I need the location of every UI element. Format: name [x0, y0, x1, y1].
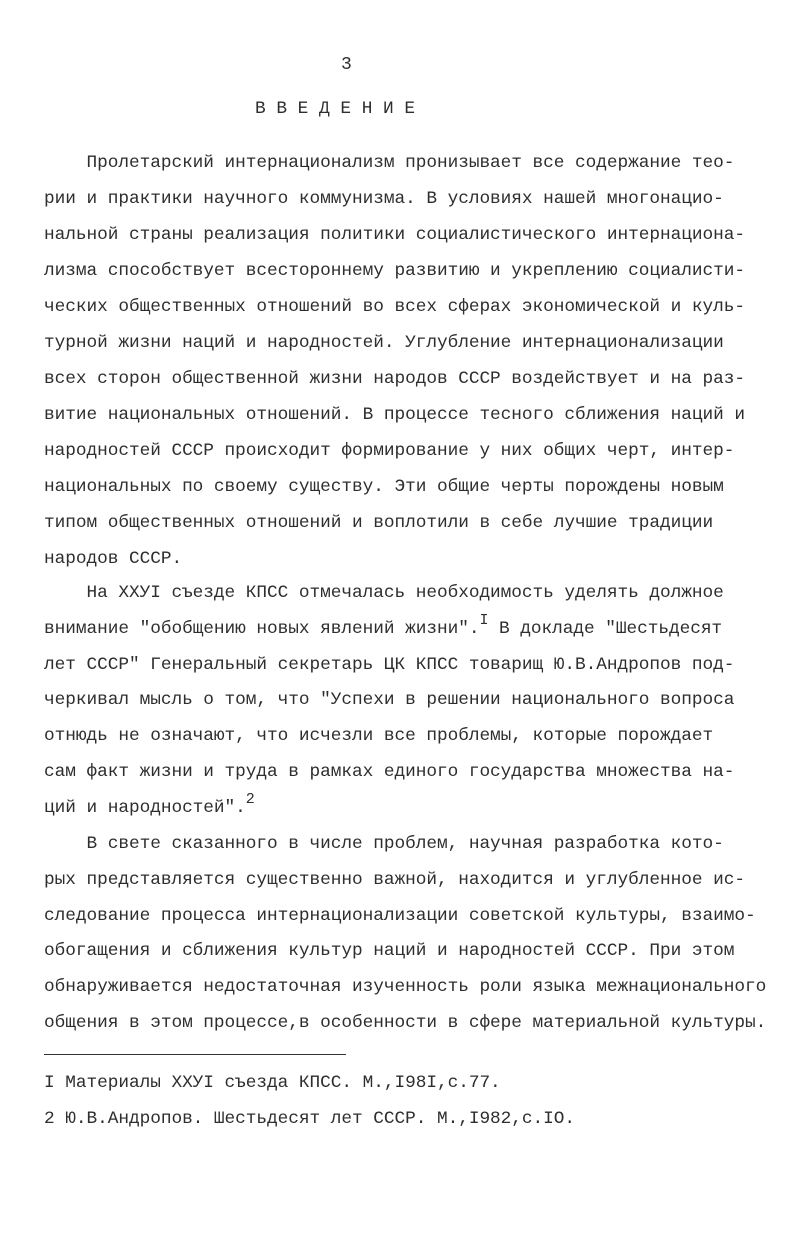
- text-line: [44, 690, 734, 710]
- line-text: следование процесса интернационализации советской культуры, взаимо-: [44, 905, 756, 926]
- text-line: [44, 583, 724, 603]
- line-text: общения в этом процессе,в особенности в сфере материальной культуры.: [44, 1013, 767, 1033]
- line-text: обогащения и сближения культур наций и народностей СССР. При этом: [44, 941, 735, 962]
- text-line: [44, 1013, 766, 1033]
- line-text: лизма способствует всестороннему развитию и укреплению социалисти-: [44, 261, 745, 281]
- text-line: [44, 441, 734, 461]
- line-text: В свете сказанного в числе проблем, научная разработка кото-: [44, 834, 724, 854]
- text-line: [44, 611, 723, 640]
- footnote: 2 Ю.В.Андропов. Шестьдесят лет СССР. М.,I982,с.IO.: [44, 1109, 576, 1129]
- text-line: [44, 870, 745, 890]
- text-line: [44, 513, 713, 533]
- line-text: обнаруживается недостаточная изученность роли языка межнационального: [44, 977, 767, 998]
- text-line: [44, 655, 734, 675]
- text-line: [44, 834, 724, 854]
- line-text: рых представляется существенно важной, находится и углубленное ис-: [44, 869, 745, 890]
- text-line: [44, 790, 255, 819]
- page-number: 3: [341, 55, 352, 75]
- line-text-continued: В докладе "Шестьдесят: [488, 618, 723, 639]
- footnote-reference: I: [479, 611, 489, 629]
- text-line: [44, 906, 756, 926]
- text-line: [44, 261, 745, 281]
- text-line: [44, 477, 724, 497]
- text-line: [44, 726, 713, 746]
- text-line: [44, 941, 734, 961]
- line-text: черкивал мысль о том, что "Успехи в решении национального вопроса: [44, 690, 735, 711]
- text-line: [44, 369, 745, 389]
- text-line: [44, 189, 724, 209]
- text-line: [44, 297, 745, 317]
- line-text: витие национальных отношений. В процессе тесного сближения наций и: [44, 405, 745, 425]
- text-line: [44, 977, 766, 997]
- text-line: [44, 225, 745, 245]
- line-text: народностей СССР происходит формирование у них общих черт, интер-: [44, 441, 735, 461]
- line-text: типом общественных отношений и воплотили в себе лучшие традиции: [44, 513, 714, 533]
- line-text: национальных по своему существу. Эти общие черты порождены новым: [44, 477, 724, 497]
- line-text: рии и практики научного коммунизма. В условиях нашей многонацио-: [44, 189, 724, 209]
- line-text: Пролетарский интернационализм пронизывает все содержание тео-: [44, 153, 735, 173]
- line-text: сам факт жизни и труда в рамках единого государства множества на-: [44, 762, 735, 782]
- text-line: [44, 405, 745, 425]
- text-line: [44, 762, 734, 782]
- line-text: ций и народностей".: [44, 797, 246, 818]
- text-line: [44, 549, 182, 569]
- line-text: лет СССР" Генеральный секретарь ЦК КПСС товарищ Ю.В.Андропов под-: [44, 654, 735, 675]
- footnote: I Материалы ХХУI съезда КПСС. М.,I98I,с.77.: [44, 1073, 501, 1093]
- line-text: На ХХУI съезде КПСС отмечалась необходимость уделять должное: [44, 583, 724, 603]
- footnote-reference: 2: [245, 790, 255, 808]
- line-text: ческих общественных отношений во всех сферах экономической и куль-: [44, 297, 745, 317]
- line-text: турной жизни наций и народностей. Углубление интернационализации: [44, 333, 724, 353]
- line-text: нальной страны реализация политики социалистического интернациона-: [44, 225, 745, 245]
- page-title: В В Е Д Е Н И Е: [255, 99, 416, 119]
- line-text: всех сторон общественной жизни народов СССР воздействует и на раз-: [44, 369, 745, 389]
- line-text: отнюдь не означают, что исчезли все проблемы, которые порождает: [44, 726, 714, 747]
- line-text: народов СССР.: [44, 549, 183, 569]
- footnote-divider: [44, 1054, 346, 1055]
- text-line: [44, 333, 724, 353]
- text-line: [44, 153, 734, 173]
- line-text: внимание "обобщению новых явлений жизни".: [44, 618, 480, 639]
